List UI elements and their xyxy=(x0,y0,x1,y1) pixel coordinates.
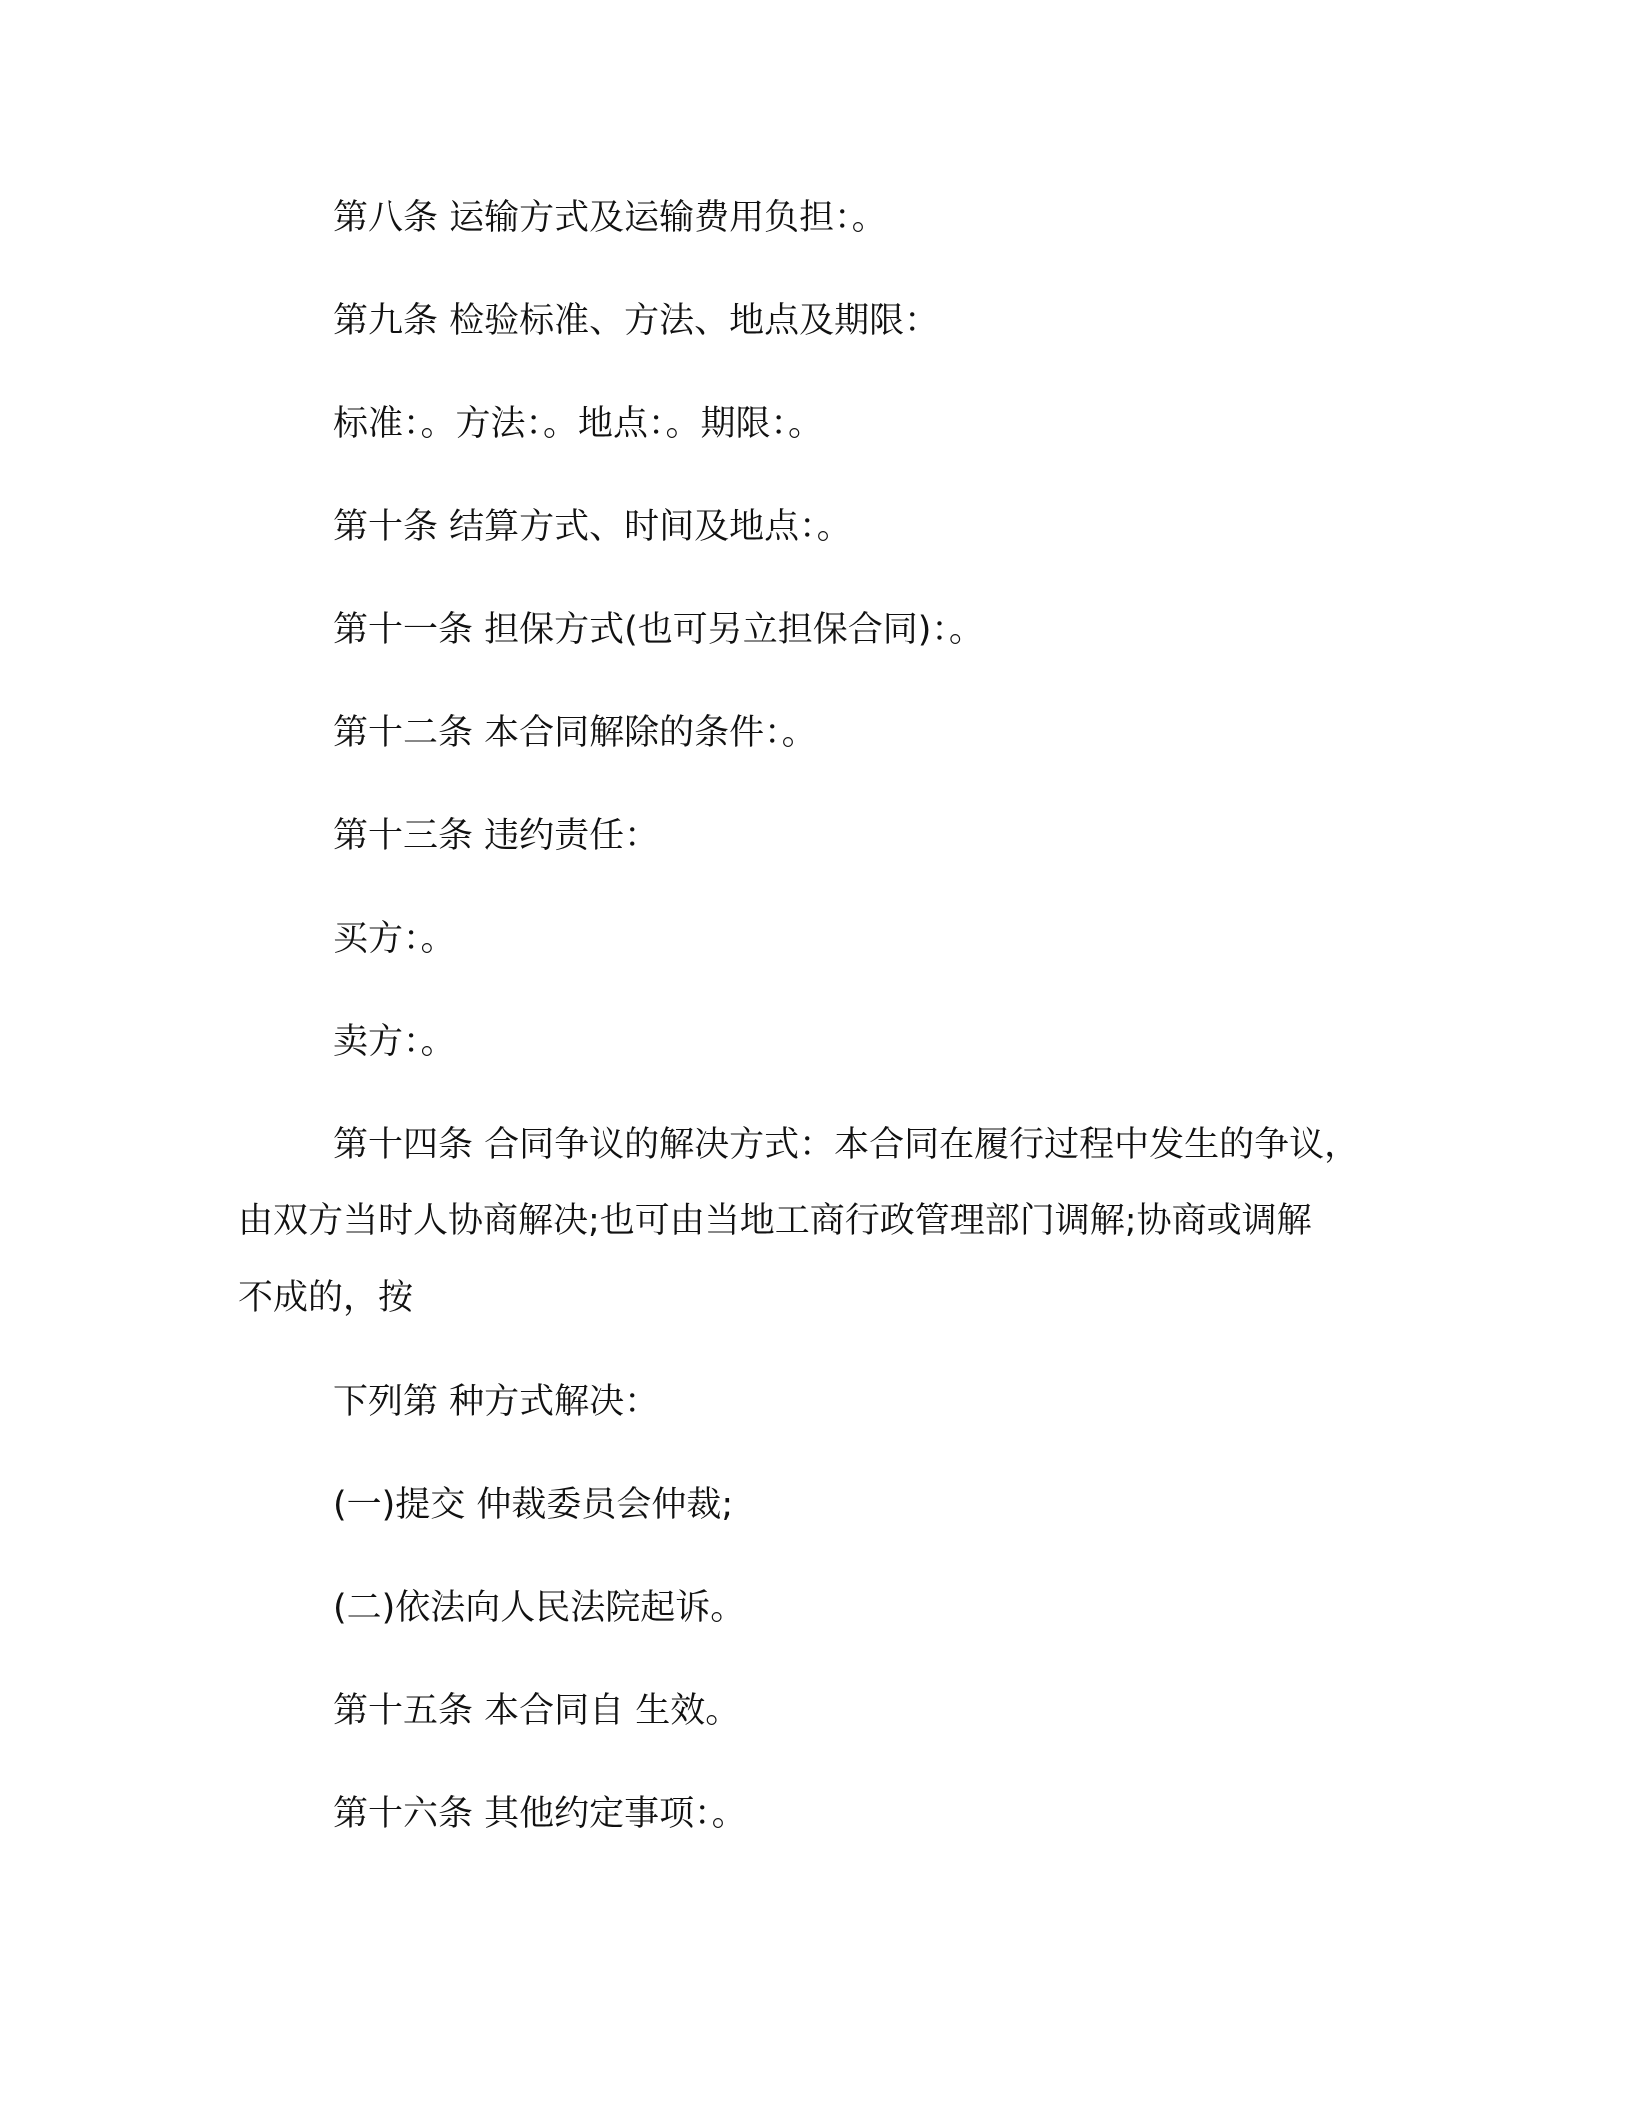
clause-14-option-2: (二)依法向人民法院起诉。 xyxy=(333,1588,746,1628)
clause-11: 第十一条 担保方式(也可另立担保合同)：。 xyxy=(333,610,984,650)
clause-13-buyer: 买方：。 xyxy=(333,919,456,959)
clause-14-line-2: 由双方当时人协商解决;也可由当地工商行政管理部门调解;协商或调解 xyxy=(238,1201,1312,1241)
clause-14-line-1: 第十四条 合同争议的解决方式：本合同在履行过程中发生的争议， xyxy=(333,1125,1360,1165)
clause-9: 第九条 检验标准、方法、地点及期限： xyxy=(333,301,940,341)
clause-8: 第八条 运输方式及运输费用负担：。 xyxy=(333,198,887,238)
clause-15: 第十五条 本合同自 生效。 xyxy=(333,1691,741,1731)
clause-13: 第十三条 违约责任： xyxy=(333,816,660,856)
clause-14-option-1: (一)提交 仲裁委员会仲裁; xyxy=(333,1485,734,1525)
clause-12: 第十二条 本合同解除的条件：。 xyxy=(333,713,817,753)
clause-14-options-intro: 下列第 种方式解决： xyxy=(333,1382,660,1422)
clause-14-line-3: 不成的，按 xyxy=(238,1278,414,1318)
clause-9-details: 标准：。方法：。地点：。期限：。 xyxy=(333,404,824,444)
clause-16: 第十六条 其他约定事项：。 xyxy=(333,1794,747,1834)
clause-10: 第十条 结算方式、时间及地点：。 xyxy=(333,507,852,547)
clause-13-seller: 卖方：。 xyxy=(333,1022,456,1062)
